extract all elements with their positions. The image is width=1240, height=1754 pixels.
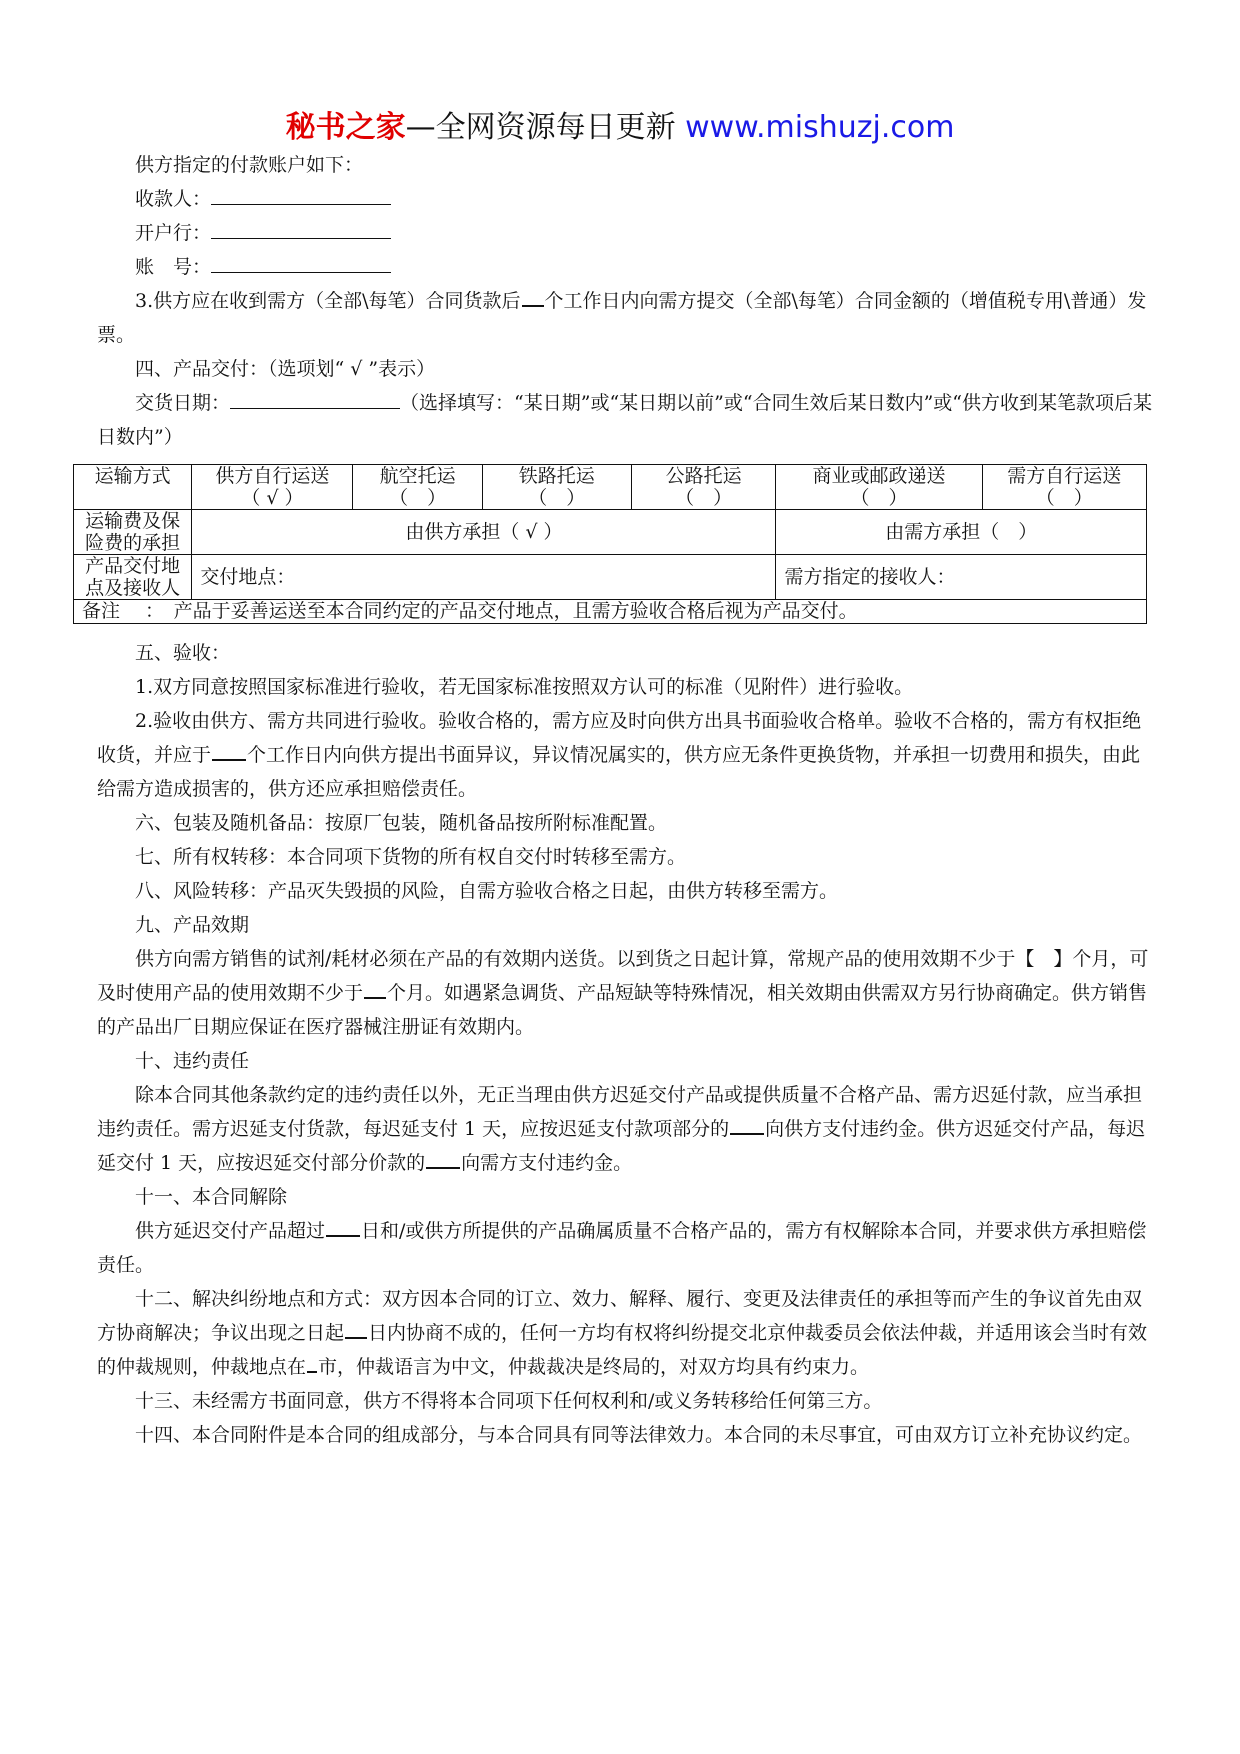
fee-row xyxy=(74,510,1147,555)
termination-days-blank xyxy=(326,1217,360,1237)
account-number-line xyxy=(97,250,1152,284)
acceptance-heading: 五、验收： xyxy=(135,642,231,664)
transport-option-air: 航空托运 （ ） xyxy=(353,465,482,510)
header-dash: — xyxy=(405,110,436,145)
checkbox-mark: （ ） xyxy=(389,487,447,509)
validity-text-2: 个月。如遇紧急调货、产品短缺等特殊情况，相关效期由供需双方另行协商确定。供方销售的产品出厂日期应保证在医疗器械注册证有效期内。 xyxy=(97,982,1148,1038)
ownership-clause: 七、所有权转移：本合同项下货物的所有权自交付时转移至需方。 xyxy=(135,846,687,868)
payee-label: 收款人： xyxy=(135,188,212,210)
termination-text-1: 供方延迟交付产品超过 xyxy=(135,1220,326,1242)
delivery-date-blank xyxy=(230,386,400,409)
remark-text: 产品于妥善运送至本合同约定的产品交付地点，且需方验收合格后视为产品交付。 xyxy=(173,600,858,622)
buyer-penalty-blank xyxy=(730,1115,764,1135)
dispute-days-blank xyxy=(345,1319,367,1339)
transport-label: 运输方式 xyxy=(74,465,192,510)
breach-text-1: 除本合同其他条款约定的违约责任以外，无正当理由供方迟延交付产品或提供质量不合格产品、需方迟延付款，应当承担违约责任。需方迟延支付货款，每迟延支付 1 天，应按迟延支付款项部分的 xyxy=(97,1084,1143,1140)
transport-option-rail: 铁路托运 （ ） xyxy=(482,465,631,510)
acceptance-clause-2 xyxy=(97,704,1152,806)
site-header xyxy=(0,102,1240,146)
delivery-heading: 四、产品交付：（选项划“ √ ”表示） xyxy=(135,358,436,380)
acceptance-text-1: 2.验收由供方、需方共同进行验收。验收合格的，需方应及时向供方出具书面验收合格单。验收不合格的，需方有权拒绝收货，并应于 xyxy=(97,710,1142,766)
site-url-link[interactable]: www.mishuzj.com xyxy=(685,110,955,145)
arbitration-city-blank xyxy=(307,1353,317,1373)
dispute-text-1: 十二、解决纠纷地点和方式：双方因本合同的订立、效力、解释、履行、变更及法律责任的承担等而产生的争议首先由双方协商解决；争议出现之日起 xyxy=(97,1288,1143,1344)
delivery-table xyxy=(73,464,1147,624)
supplier-penalty-blank xyxy=(426,1149,460,1169)
transport-option-supplier: 供方自行运送 （ √ ） xyxy=(192,465,353,510)
transport-option-buyer: 需方自行运送 （ ） xyxy=(982,465,1146,510)
delivery-date-label: 交货日期： xyxy=(135,392,231,414)
validity-months-blank xyxy=(364,979,386,999)
invoice-text-1: 3.供方应在收到需方（全部\每笔）合同货款后 xyxy=(135,290,521,312)
remark-row xyxy=(74,600,1147,624)
account-intro: 供方指定的付款账户如下： xyxy=(135,154,364,176)
place-label: 产品交付地 点及接收人 xyxy=(74,555,192,600)
delivery-place-field: 交付地点： xyxy=(192,555,776,600)
breach-clause xyxy=(97,1078,1152,1180)
acceptance-text-2: 个工作日内向供方提出书面异议，异议情况属实的，供方应无条件更换货物，并承担一切费用和损失，由此给需方造成损害的，供方还应承担赔偿责任。 xyxy=(97,744,1141,800)
transport-row xyxy=(74,465,1147,510)
validity-clause xyxy=(97,942,1152,1044)
risk-clause: 八、风险转移：产品灭失毁损的风险，自需方验收合格之日起，由供方转移至需方。 xyxy=(135,880,839,902)
termination-heading: 十一、本合同解除 xyxy=(135,1186,288,1208)
remark-cell xyxy=(74,600,1147,624)
fee-label: 运输费及保 险费的承担 xyxy=(74,510,192,555)
dispute-clause xyxy=(97,1282,1152,1384)
account-number-blank xyxy=(211,250,391,273)
bank-label: 开户行： xyxy=(135,222,212,244)
validity-heading: 九、产品效期 xyxy=(135,914,250,936)
fee-supplier-option: 由供方承担（ √ ） xyxy=(192,510,776,555)
invoice-days-blank xyxy=(522,287,544,307)
payee-line xyxy=(97,182,1152,216)
checkbox-mark: （ ） xyxy=(675,487,733,509)
dispute-text-2: 日内协商不成的，任何一方均有权将纠纷提交北京仲裁委员会依法仲裁，并适用该会当时有效的仲裁规则，仲裁地点在 xyxy=(97,1322,1148,1378)
brand-name: 秘书之家 xyxy=(285,110,406,145)
dispute-text-3: 市，仲裁语言为中文，仲裁裁决是终局的，对双方均具有约束力。 xyxy=(318,1356,870,1378)
invoice-text-2: 个工作日内向需方提交（全部\每笔）合同金额的（增值税专用\普通）发票。 xyxy=(97,290,1147,346)
checkbox-mark: （ √ ） xyxy=(241,487,304,509)
checkbox-mark: （ ） xyxy=(850,487,908,509)
delivery-date-note: （选择填写：“某日期”或“某日期以前”或“合同生效后某日数内”或“供方收到某笔款项后某日数内”） xyxy=(97,392,1153,448)
header-slogan: 全网资源每日更新 xyxy=(435,110,676,145)
bank-line xyxy=(97,216,1152,250)
delivery-date-line xyxy=(97,386,1152,454)
transfer-clause: 十三、未经需方书面同意，供方不得将本合同项下任何权利和/或义务转移给任何第三方。 xyxy=(135,1390,883,1412)
termination-text-2: 日和/或供方所提供的产品确属质量不合格产品的，需方有权解除本合同，并要求供方承担赔偿责任。 xyxy=(97,1220,1147,1276)
validity-text-1: 供方向需方销售的试剂/耗材必须在产品的有效期内送货。以到货之日起计算，常规产品的使用效期不少于【 】个月，可及时使用产品的使用效期不少于 xyxy=(97,948,1149,1004)
breach-heading: 十、违约责任 xyxy=(135,1050,250,1072)
annex-clause: 十四、本合同附件是本合同的组成部分，与本合同具有同等法律效力。本合同的未尽事宜，可由双方订立补充协议约定。 xyxy=(135,1424,1143,1446)
fee-buyer-option: 由需方承担（ ） xyxy=(776,510,1147,555)
transport-option-road: 公路托运 （ ） xyxy=(631,465,776,510)
receiver-field: 需方指定的接收人： xyxy=(776,555,1147,600)
transport-option-courier: 商业或邮政递送 （ ） xyxy=(776,465,982,510)
invoice-clause xyxy=(97,284,1152,352)
acceptance-clause-1: 1.双方同意按照国家标准进行验收，若无国家标准按照双方认可的标准（见附件）进行验收。 xyxy=(135,676,914,698)
bank-blank xyxy=(211,216,391,239)
packaging-clause: 六、包装及随机备品：按原厂包装，随机备品按所附标准配置。 xyxy=(135,812,668,834)
termination-clause xyxy=(97,1214,1152,1282)
checkbox-mark: （ ） xyxy=(1035,487,1093,509)
account-number-label: 账 号： xyxy=(135,256,212,278)
contract-body xyxy=(82,148,1153,1452)
checkbox-mark: （ ） xyxy=(528,487,586,509)
breach-text-2: 向供方支付违约金。供方迟延交付产品，每迟延交付 1 天，应按迟延交付部分价款的 xyxy=(97,1118,1146,1174)
objection-days-blank xyxy=(212,741,246,761)
place-row xyxy=(74,555,1147,600)
breach-text-3: 向需方支付违约金。 xyxy=(461,1152,633,1174)
remark-label: 备注 ： xyxy=(82,600,155,622)
payee-blank xyxy=(211,182,391,205)
